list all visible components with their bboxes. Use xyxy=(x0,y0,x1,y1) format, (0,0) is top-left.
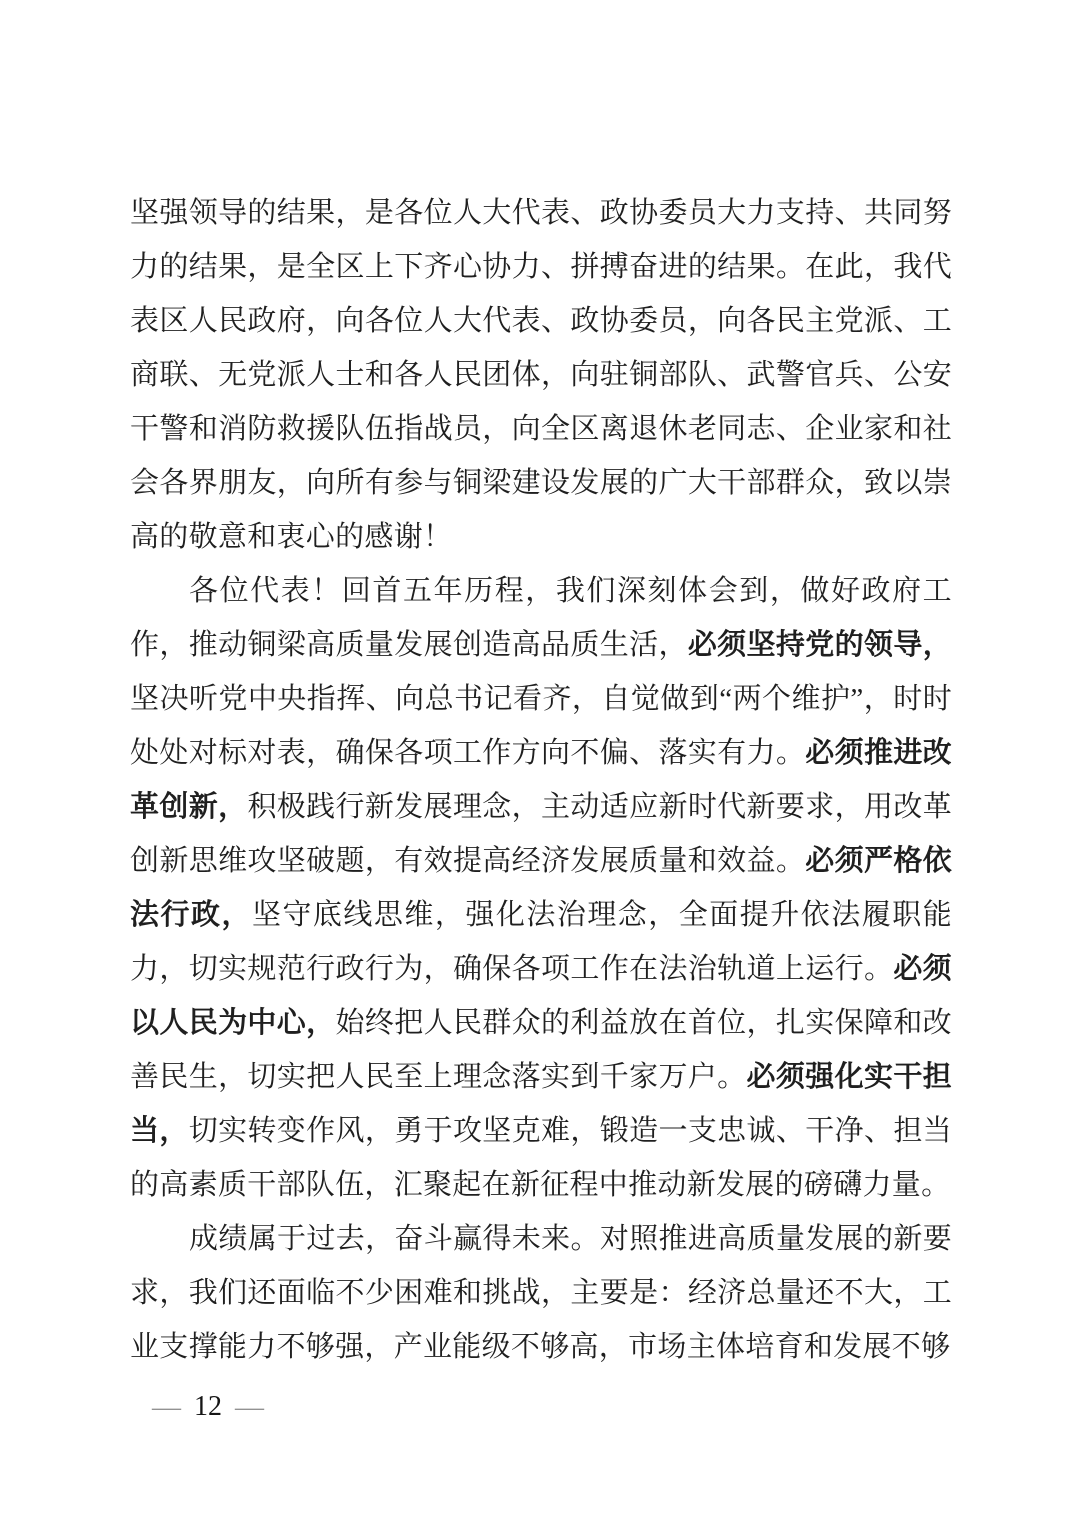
footer-dash-right: — xyxy=(235,1391,264,1423)
emphasis-text: 必须推进改革创新， xyxy=(130,737,952,823)
body-text: 成绩属于过去，奋斗赢得未来。对照推进高质量发展的新要求，我们还面临不少困难和挑战，主要是：经济总量还不大，工业支撑能力不够强，产业能级不够高，市场主体培育和发展不够 xyxy=(130,1223,952,1363)
body-text: 坚强领导的结果，是各位人大代表、政协委员大力支持、共同努力的结果，是全区上下齐心协力、拼搏奋进的结果。在此，我代表区人民政府，向各位人大代表、政协委员，向各民主党派、工商联、无党派人士和各人民团体，向驻铜部队、武警官兵、公安干警和消防救援队伍指战员，向全区离退休老同志、企业家和社会各界朋友，向所有参与铜梁建设发展的广大干部群众，致以崇高的敬意和衷心的感谢！ xyxy=(130,197,952,553)
page-number: 12 xyxy=(194,1391,222,1422)
emphasis-text: 必须坚持党的领导， xyxy=(687,629,953,661)
emphasis-text: 必须严格依法行政， xyxy=(130,845,952,931)
body-text: 始终把人民群众的利益放在首位，扎实保障和改善民生，切实把人民至上理念落实到千家万户。 xyxy=(130,1007,952,1093)
body-text: 各位代表！回首五年历程，我们深刻体会到，做好政府工作，推动铜梁高质量发展创造高品质生活， xyxy=(130,575,952,661)
body-text: 切实转变作风，勇于攻坚克难，锻造一支忠诚、干净、担当的高素质干部队伍，汇聚起在新征程中推动新发展的磅礴力量。 xyxy=(130,1115,952,1201)
paragraph-acknowledgements xyxy=(130,186,952,564)
emphasis-text: 必须强化实干担当， xyxy=(130,1061,952,1147)
emphasis-text: 必须以人民为中心， xyxy=(130,953,952,1039)
footer-dash-left: — xyxy=(152,1391,181,1423)
paragraph-challenges xyxy=(130,1212,952,1374)
document-body xyxy=(130,186,952,1374)
body-text: 积极践行新发展理念，主动适应新时代新要求，用改革创新思维攻坚破题，有效提高经济发展质量和效益。 xyxy=(130,791,952,877)
body-text: 坚守底线思维，强化法治理念，全面提升依法履职能力，切实规范行政行为，确保各项工作在法治轨道上运行。 xyxy=(130,899,952,985)
body-text: 坚决听党中央指挥、向总书记看齐，自觉做到“两个维护”，时时处处对标对表，确保各项工作方向不偏、落实有力。 xyxy=(130,683,952,769)
page-footer xyxy=(152,1386,264,1428)
paragraph-experience-review xyxy=(130,564,952,1212)
